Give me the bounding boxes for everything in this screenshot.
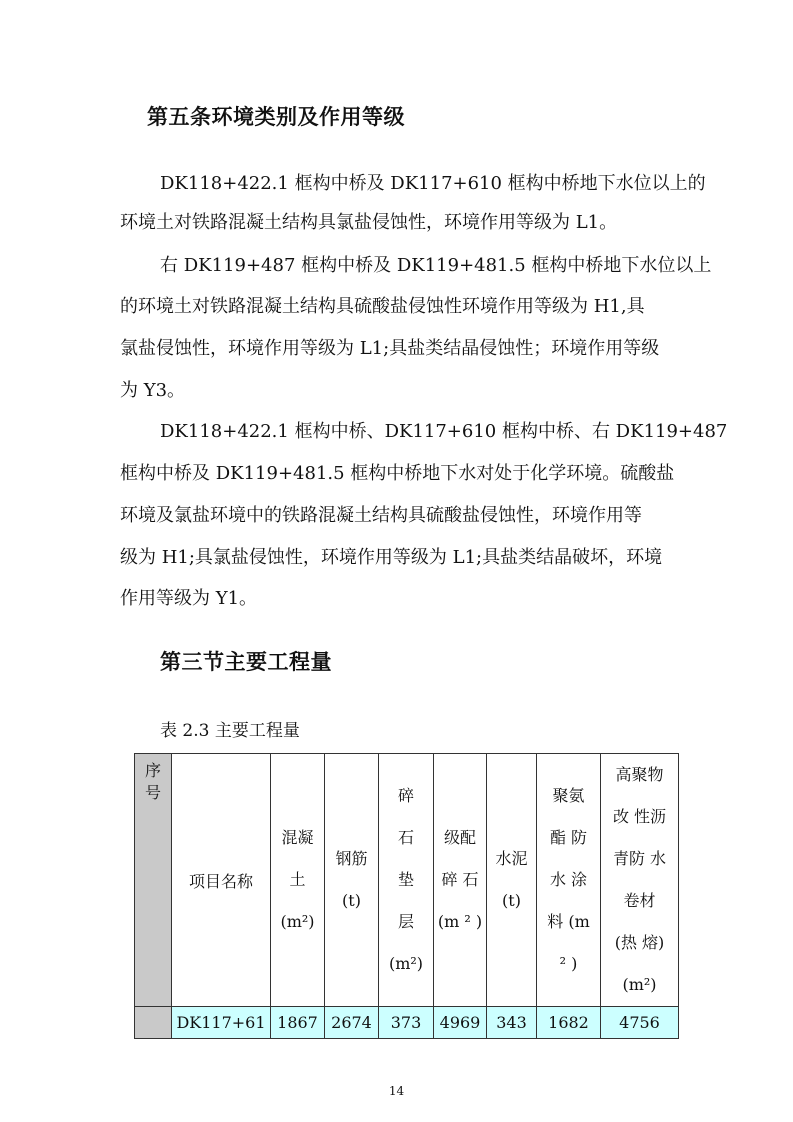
cell-concrete: 1867 [271, 1007, 325, 1039]
quantities-table [134, 753, 679, 1039]
paragraph-line: 作用等级为 Y1。 [120, 588, 258, 609]
header-polymer: 高聚物 改 性沥 青防 水 卷材 (热 熔) (m²) [601, 754, 679, 1007]
section-heading: 第五条环境类别及作用等级 [147, 105, 405, 129]
cell-pu: 1682 [537, 1007, 601, 1039]
paragraph-line: 为 Y3。 [120, 380, 186, 401]
cell-seq [135, 1007, 172, 1039]
table-caption: 表 2.3 主要工程量 [160, 721, 300, 741]
paragraph-line: DK118+422.1 框构中桥、DK117+610 框构中桥、右 DK119+487 [160, 421, 728, 442]
page-number: 14 [388, 1084, 405, 1098]
paragraph-line: 右 DK119+487 框构中桥及 DK119+481.5 框构中桥地下水位以上 [160, 255, 712, 276]
table-row [135, 1007, 679, 1039]
header-rebar: 钢筋 (t) [325, 754, 379, 1007]
cell-cement: 343 [487, 1007, 537, 1039]
paragraph-line: DK118+422.1 框构中桥及 DK117+610 框构中桥地下水位以上的 [160, 173, 706, 194]
table-header-row [135, 754, 679, 1007]
header-graded: 级配 碎 石 (m ² ) [434, 754, 487, 1007]
header-name: 项目名称 [172, 754, 271, 1007]
paragraph-line: 级为 H1;具氯盐侵蚀性，环境作用等级为 L1;具盐类结晶破坏，环境 [120, 547, 663, 568]
header-cement: 水泥 (t) [487, 754, 537, 1007]
paragraph-line: 氯盐侵蚀性，环境作用等级为 L1;具盐类结晶侵蚀性；环境作用等级 [120, 338, 660, 359]
header-seq: 序 号 [135, 754, 172, 1007]
paragraph-line: 环境及氯盐环境中的铁路混凝土结构具硫酸盐侵蚀性，环境作用等 [120, 505, 642, 526]
header-gravel: 碎 石 垫 层 (m²) [379, 754, 434, 1007]
cell-polymer: 4756 [601, 1007, 679, 1039]
cell-gravel: 373 [379, 1007, 434, 1039]
paragraph-line: 框构中桥及 DK119+481.5 框构中桥地下水对处于化学环境。硫酸盐 [120, 463, 675, 484]
subsection-heading: 第三节主要工程量 [160, 650, 332, 674]
paragraph-line: 的环境土对铁路混凝土结构具硫酸盐侵蚀性环境作用等级为 H1,具 [120, 296, 645, 317]
paragraph-line: 环境土对铁路混凝土结构具氯盐侵蚀性，环境作用等级为 L1。 [120, 212, 618, 233]
cell-graded: 4969 [434, 1007, 487, 1039]
header-pu: 聚氨 酯 防 水 涂 料 (m ² ) [537, 754, 601, 1007]
header-concrete: 混凝 土 (m²) [271, 754, 325, 1007]
cell-name: DK117+61 [172, 1007, 271, 1039]
cell-rebar: 2674 [325, 1007, 379, 1039]
